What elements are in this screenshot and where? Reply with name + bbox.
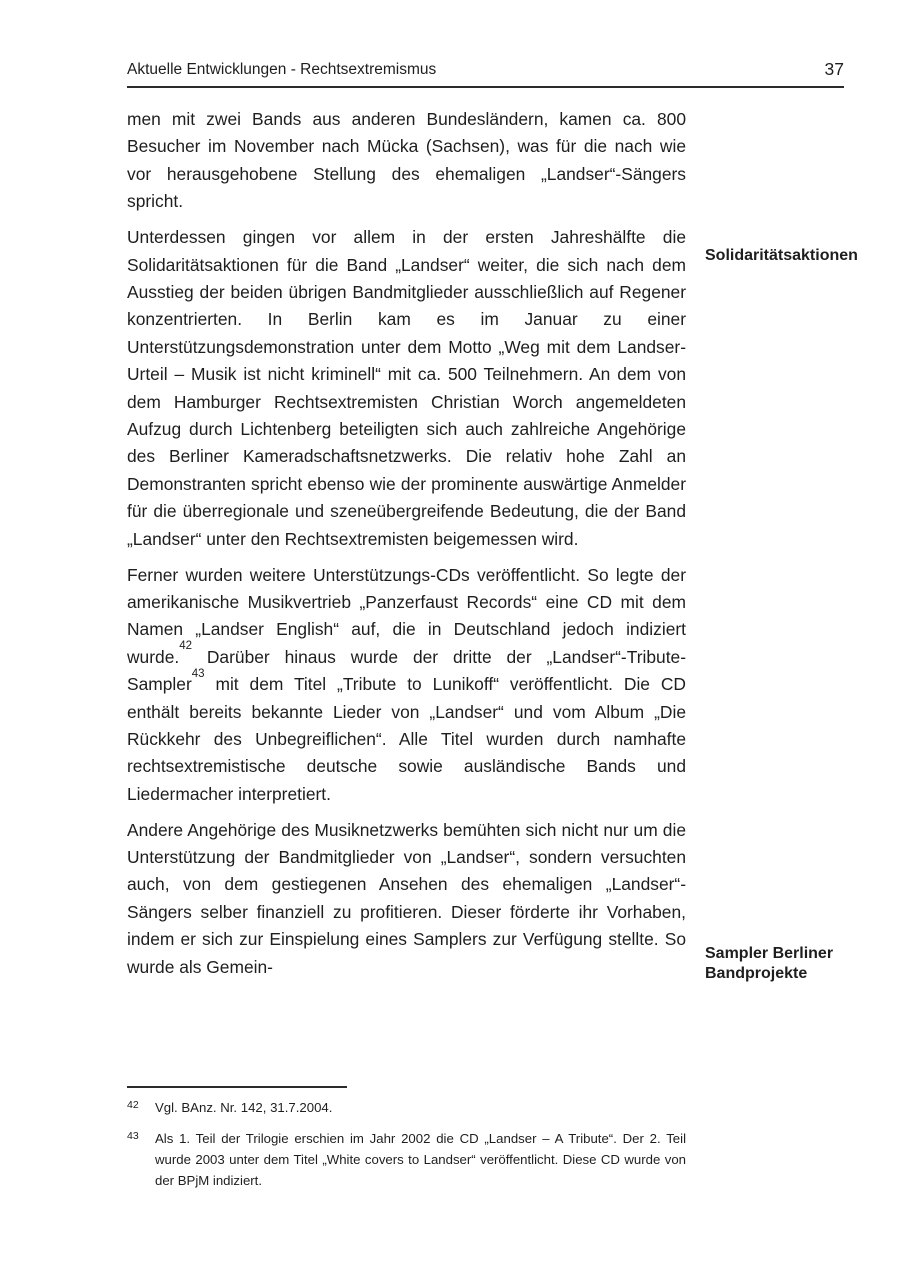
paragraph-solidarity-actions <box>127 224 686 553</box>
paragraph-text: Ferner wurden weitere Unterstützungs-CDs veröffentlicht. So legte der amerikanische Musikvertrieb „Panzerfaust Records“ eine CD mit dem Namen „Landser English“ auf, die in Deutschland jedoch indiziert wurde. <box>127 564 686 667</box>
page-header <box>127 60 844 88</box>
paragraph-text: Unterdessen gingen vor allem in der ersten Jahreshälfte die Solidaritätsaktionen für die Band „Landser“ weiter, die sich nach dem Ausstieg der beiden übrigen Bandmitglieder ausschließlich auf Regener konzentrierten. In Berlin kam es im Januar zu einer Unterstützungsdemonstration unter dem Motto „Weg mit dem Landser-Urteil – Musik ist nicht kriminell“ mit ca. 500 Teilnehmern. An dem von dem Hamburger Rechtsextremisten Christian Worch angemeldeten Aufzug durch Lichtenberg beteiligten sich auch zahlreiche Angehörige des Berliner Kameradschaftsnetzwerks. Die relativ hohe Zahl an Demonstranten spricht ebenso wie der prominente auswärtige Anmelder für die überregionale und szeneübergreifende Bedeutung, die der Band „Landser“ unter den Rechtsextremisten beigemessen wird. <box>127 227 686 549</box>
footnote-separator-rule <box>127 1086 347 1088</box>
paragraph-text: Darüber hinaus wurde der dritte der „Landser“-Tribute-Sampler <box>127 646 686 695</box>
footnote-text: Als 1. Teil der Trilogie erschien im Jahr 2002 die CD „Landser – A Tribute“. Der 2. Teil wurde 2003 unter dem Titel „White covers to Landser“ veröffentlicht. Diese CD wurde von der BPjM indiziert. <box>155 1131 686 1188</box>
margin-note-sampler-berliner-bandprojekte: Sampler Berliner Bandprojekte <box>705 945 834 982</box>
footnote-42 <box>127 1097 686 1118</box>
paragraph-text: mit dem Titel „Tribute to Lunikoff“ veröffentlicht. Die CD enthält bereits bekannte Lieder von „Landser“ und vom Album „Die Rückkehr des Unbegreiflichen“. Alle Titel wurden durch namhafte rechtsextremistische deutsche sowie ausländische Bands und Liedermacher interpretiert. <box>127 674 686 804</box>
margin-note-solidaritaetsaktionen: Solidaritätsaktionen <box>705 247 858 264</box>
footnote-ref-43: 43 <box>191 667 205 680</box>
paragraph-text: Andere Angehörige des Musiknetzwerks bemühten sich nicht nur um die Unterstützung der Bandmitglieder von „Landser“, sondern versuchten auch, von dem gestiegenen Ansehen des ehemaligen „Landser“-Sängers selber finanziell zu profitieren. Dieser förderte ihr Vorhaben, indem er sich zur Einspielung eines Samplers zur Verfügung stellte. So wurde als Gemein- <box>127 819 686 977</box>
running-head: Aktuelle Entwicklungen - Rechtsextremismus <box>127 61 437 78</box>
paragraph-text: men mit zwei Bands aus anderen Bundesländern, kamen ca. 800 Besucher im November nach Mücka (Sachsen), was für die nach wie vor herausgehobene Stellung des ehemaligen „Landser“-Sängers spricht. <box>127 109 686 212</box>
footnote-marker: 43 <box>127 1130 139 1142</box>
page-number: 37 <box>824 59 844 79</box>
footnotes-section <box>127 1086 686 1201</box>
body-text-column <box>127 106 686 990</box>
footnote-text: Vgl. BAnz. Nr. 142, 31.7.2004. <box>155 1100 333 1115</box>
paragraph-support-cds <box>127 562 686 809</box>
footnote-43 <box>127 1128 686 1191</box>
paragraph-sampler-projects <box>127 817 686 981</box>
footnote-ref-42: 42 <box>179 640 192 653</box>
paragraph-continuation <box>127 106 686 216</box>
footnote-marker: 42 <box>127 1099 139 1111</box>
